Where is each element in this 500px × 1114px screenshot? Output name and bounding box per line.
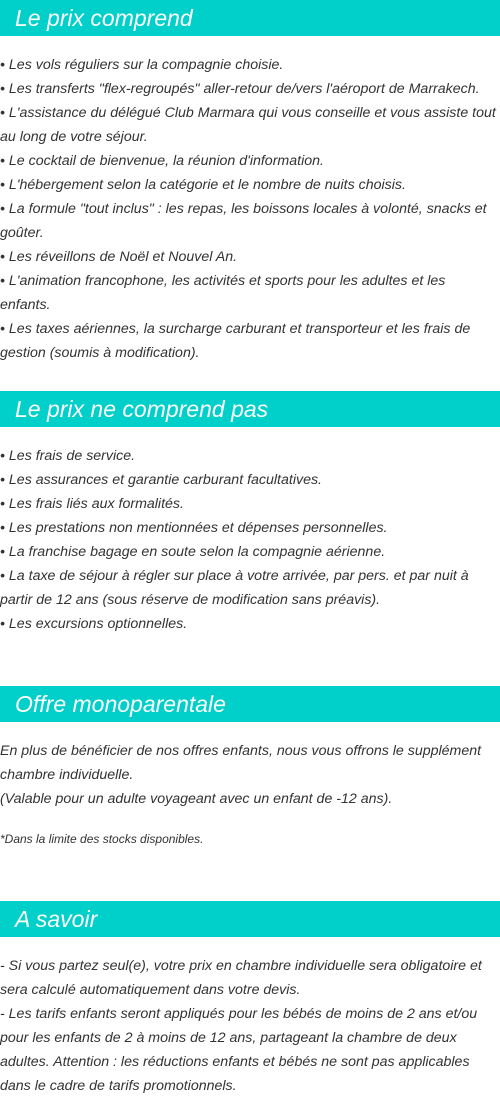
list-item: • Les vols réguliers sur la compagnie choisie. — [0, 57, 284, 73]
section-body — [0, 739, 500, 848]
section-body — [0, 954, 500, 1098]
paragraph: (Valable pour un adulte voyageant avec un enfant de -12 ans). — [0, 791, 393, 807]
list-item: • L'animation francophone, les activités et sports pour les adultes et les enfants. — [0, 273, 446, 313]
list-item: • Les excursions optionnelles. — [0, 616, 188, 632]
list-item: • Les frais de service. — [0, 448, 136, 464]
section-a-savoir — [0, 901, 500, 1098]
section-prix-comprend — [0, 0, 500, 365]
list-item: • La taxe de séjour à régler sur place à votre arrivée, par pers. et par nuit à partir de 12 ans (sous réserve de modification sans préavis). — [0, 568, 469, 608]
paragraph: En plus de bénéficier de nos offres enfants, nous vous offrons le supplément chambre individuelle. — [0, 743, 482, 783]
list-item: • L'hébergement selon la catégorie et le nombre de nuits choisis. — [0, 177, 406, 193]
section-offre-monoparentale — [0, 686, 500, 848]
paragraph: - Les tarifs enfants seront appliqués pour les bébés de moins de 2 ans et/ou pour les enfants de 2 à moins de 12 ans, partageant la chambre de deux adultes. Attention : les réductions enfants et bébés ne sont pas applicables dans le cadre de tarifs promotionnels. — [0, 1006, 478, 1094]
section-prix-ne-comprend-pas — [0, 391, 500, 636]
section-title: Le prix comprend — [0, 0, 500, 36]
list-item: • La franchise bagage en soute selon la compagnie aérienne. — [0, 544, 386, 560]
list-item: • L'assistance du délégué Club Marmara qui vous conseille et vous assiste tout au long de votre séjour. — [0, 105, 496, 145]
section-title: Le prix ne comprend pas — [0, 391, 500, 427]
list-item: • Les assurances et garantie carburant facultatives. — [0, 472, 322, 488]
list-item: • Les taxes aériennes, la surcharge carburant et transporteur et les frais de gestion (soumis à modification). — [0, 321, 471, 361]
list-item: • Les prestations non mentionnées et dépenses personnelles. — [0, 520, 388, 536]
section-body — [0, 53, 500, 365]
list-item: • Les frais liés aux formalités. — [0, 496, 184, 512]
list-item: • Les transferts "flex-regroupés" aller-retour de/vers l'aéroport de Marrakech. — [0, 81, 480, 97]
list-item: • Le cocktail de bienvenue, la réunion d'information. — [0, 153, 324, 169]
list-item: • La formule "tout inclus" : les repas, les boissons locales à volonté, snacks et goûter. — [0, 201, 487, 241]
list-item: • Les réveillons de Noël et Nouvel An. — [0, 249, 238, 265]
section-title: Offre monoparentale — [0, 686, 500, 722]
section-body — [0, 444, 500, 636]
footnote: *Dans la limite des stocks disponibles. — [0, 832, 204, 846]
section-title: A savoir — [0, 901, 500, 937]
paragraph: - Si vous partez seul(e), votre prix en chambre individuelle sera obligatoire et sera calculé automatiquement dans votre devis. — [0, 958, 482, 998]
